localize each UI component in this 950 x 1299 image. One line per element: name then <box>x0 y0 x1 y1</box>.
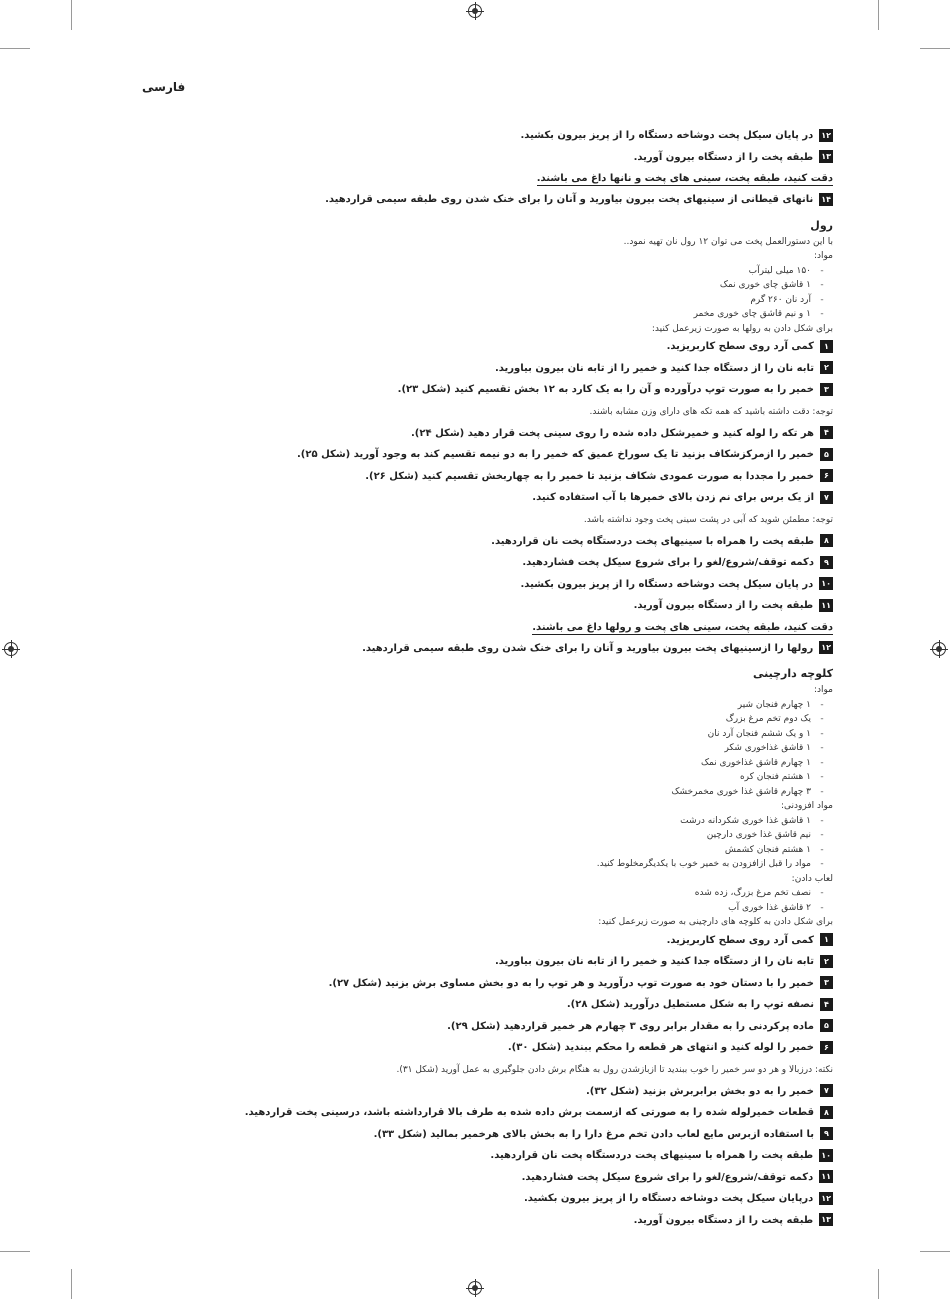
step-item <box>333 574 833 596</box>
step-item <box>333 1037 833 1059</box>
ingredients-list <box>333 264 833 322</box>
step-number: ۱۰ <box>821 1150 831 1160</box>
list-item <box>333 293 833 308</box>
instructions-column <box>244 125 833 1231</box>
step-text: طبقه پخت را همراه با سینیهای پخت دردستگاه پخت نان قراردهید. <box>491 535 814 547</box>
step-text: ماده پرکردنی را به مقدار برابر روی ۳ چهارم هر خمیر قراردهید (شکل ۲۹). <box>447 1020 814 1032</box>
list-item <box>333 901 833 916</box>
step-text: هر تکه را لوله کنید و خمیرشکل داده شده را روی سینی پخت قرار دهید (شکل ۲۴). <box>411 427 814 439</box>
list-item <box>333 770 833 785</box>
step-item <box>333 930 833 952</box>
bullet-dash: - <box>820 714 824 724</box>
list-item <box>333 814 833 829</box>
ingredients-list <box>333 698 833 800</box>
registration-mark-icon <box>468 1281 482 1295</box>
step-text: خمیر را با دستان خود به صورت توپ درآورید و هر توپ را به دو بخش مساوی برش بزنید (شکل ۲۷). <box>328 977 814 989</box>
step-item <box>244 1102 833 1124</box>
step-text: خمیر را به صورت توپ درآورده و آن را به یک کارد به ۱۲ بخش تقسیم کنید (شکل ۲۳). <box>397 384 814 395</box>
step-text: از یک برس برای نم زدن بالای خمیرها با آب استفاده کنید. <box>532 492 814 503</box>
list-item-text: ۱ قاشق غذا خوری شکردانه درشت <box>680 815 811 826</box>
list-item-text: نیم قاشق غذا خوری دارچین <box>706 830 811 840</box>
step-text: خمیر را به دو بخش برابربرش بزنید (شکل ۳۲). <box>586 1085 814 1097</box>
step-number: ۱۴ <box>821 194 831 204</box>
crop-mark <box>71 1269 72 1299</box>
step-text: طبقه پخت را همراه با سینیهای پخت دردستگاه پخت نان قراردهید. <box>490 1150 814 1161</box>
instructions-intro: برای شکل دادن به رولها به صورت زیرعمل کنید: <box>651 323 833 334</box>
glaze-label: لعاب دادن: <box>791 873 833 884</box>
ingredients-label: مواد: <box>813 251 833 261</box>
list-item <box>333 307 833 322</box>
pre-steps-list <box>333 125 833 168</box>
bullet-dash: - <box>820 265 824 276</box>
bullet-dash: - <box>820 902 824 913</box>
list-item <box>333 785 833 800</box>
registration-mark-icon <box>4 642 18 656</box>
step-number: ۱ <box>820 933 833 946</box>
list-item <box>333 857 833 872</box>
steps-list <box>333 531 833 617</box>
list-item-text: یک دوم تخم مرغ بزرگ <box>725 714 811 724</box>
step-number: ۱ <box>820 340 833 353</box>
list-item-text: ۱ چهارم فنجان شیر <box>737 699 811 710</box>
list-item-text: ۱ و نیم قاشق چای خوری مخمر <box>693 309 811 319</box>
step-number: ۵ <box>820 448 833 461</box>
step-number: ۱۳ <box>821 152 831 161</box>
step-item <box>333 1124 833 1146</box>
step-item <box>333 638 833 660</box>
step-item <box>333 531 833 553</box>
note-text: نکته: درزبالا و هر دو سر خمیر را خوب ببندید تا ازبازشدن رول به هنگام برش دادن جلوگیری به عمل آورید (شکل ۳۱). <box>396 1064 833 1075</box>
step-item <box>333 1188 833 1210</box>
bullet-dash: - <box>820 699 824 710</box>
crop-mark <box>0 1251 30 1252</box>
bullet-dash: - <box>820 280 824 290</box>
list-item-text: ۱ قاشق غذاخوری شکر <box>724 743 811 753</box>
bullet-dash: - <box>820 888 824 898</box>
section-title-cinnamon: کلوچه دارچینی <box>753 667 833 680</box>
steps-list <box>244 1081 833 1232</box>
warning-text: دقت کنید، طبقه پخت، سینی های پخت و رولها داغ می باشند. <box>532 621 833 633</box>
step-number: ۹ <box>820 556 833 569</box>
step-item <box>333 552 833 574</box>
step-text: طبقه پخت را از دستگاه بیرون آورید. <box>633 600 814 611</box>
crop-mark <box>878 0 879 30</box>
step-item <box>333 1167 833 1189</box>
step-text: دکمه توقف/شروع/لغو را برای شروع سیکل پخت فشاردهید. <box>522 557 814 568</box>
bullet-dash: - <box>820 815 824 826</box>
step-item <box>333 595 833 617</box>
registration-mark-icon <box>468 4 482 18</box>
step-text: طبقه پخت را از دستگاه بیرون آورید. <box>633 151 814 163</box>
step-number: ۲ <box>820 361 833 374</box>
list-item-text: ۱ قاشق چای خوری نمک <box>719 280 811 290</box>
list-item <box>333 727 833 742</box>
step-text: در پایان سیکل پخت دوشاخه دستگاه را از پریز بیرون بکشید. <box>520 130 814 141</box>
step-item <box>333 379 833 401</box>
step-number: ۹ <box>820 1127 833 1140</box>
step-item <box>333 1016 833 1038</box>
step-text: در پایان سیکل پخت دوشاخه دستگاه را از پریز بیرون بکشید. <box>520 578 814 590</box>
step-number: ۴ <box>820 998 833 1011</box>
step-text: خمیر را لوله کنید و انتهای هر قطعه را محکم ببندید (شکل ۳۰). <box>507 1042 814 1053</box>
crop-mark <box>920 1251 950 1252</box>
step-text: تابه نان را از دستگاه جدا کنید و خمیر را از تابه نان بیرون بیاورید. <box>494 956 814 967</box>
language-label: فارسی <box>142 80 186 94</box>
step-item <box>297 444 833 466</box>
step-number: ۱۲ <box>821 643 831 652</box>
step-item <box>333 487 833 509</box>
bullet-dash: - <box>820 844 824 855</box>
step-text: درپایان سیکل پخت دوشاخه دستگاه را از پریز بیرون بکشید. <box>523 1193 814 1204</box>
step-item <box>325 189 833 211</box>
step-item <box>333 358 833 380</box>
crop-mark <box>0 48 30 49</box>
step-item <box>333 1145 833 1167</box>
list-item <box>333 278 833 293</box>
step-item <box>333 423 833 445</box>
list-item <box>333 264 833 279</box>
step-number: ۴ <box>820 426 833 439</box>
step-text: کمی آرد روی سطح کاربریزید. <box>666 341 814 352</box>
step-number: ۳ <box>820 976 833 989</box>
step-text: خمیر را ازمرکزشکاف بزنید تا یک سوراخ عمیق که خمیر را به دو نیمه تقسیم کند به وجود آورید (شکل ۲۵). <box>297 449 814 460</box>
list-item <box>333 712 833 727</box>
bullet-dash: - <box>820 772 824 782</box>
step-number: ۱۲ <box>821 130 831 140</box>
list-item-text: ۱ هشتم فنجان کره <box>739 772 811 782</box>
step-text: خمیر را مجددا به صورت عمودی شکاف بزنید تا خمیر را به چهاربخش تقسیم کنید (شکل ۲۶). <box>365 470 814 482</box>
step-number: ۱۳ <box>821 1215 831 1224</box>
steps-list <box>297 423 833 509</box>
list-item-text: ۱۵۰ میلی لیترآب <box>748 265 811 276</box>
warning-text: دقت کنید، طبقه پخت، سینی های پخت و نانها داغ می باشند. <box>536 173 833 184</box>
step-number: ۳ <box>820 383 833 396</box>
list-item <box>333 843 833 858</box>
additives-label: مواد افزودنی: <box>780 801 833 811</box>
step-number: ۱۲ <box>821 1193 831 1203</box>
list-item <box>333 741 833 756</box>
instructions-intro: برای شکل دادن به کلوچه های دارچینی به صورت زیرعمل کنید: <box>598 917 833 927</box>
step-number: ۵ <box>820 1019 833 1032</box>
crop-mark <box>920 48 950 49</box>
step-text: نانهای قیطانی از سینیهای پخت بیرون بیاورید و آنان را برای خنک شدن روی طبقه سیمی قراردهید. <box>325 194 814 205</box>
steps-list <box>328 930 833 1059</box>
section-title-rolls: رول <box>810 218 833 232</box>
step-number: ۱۱ <box>821 1172 831 1181</box>
step-item <box>333 466 833 488</box>
step-number: ۱۱ <box>821 600 831 610</box>
bullet-dash: - <box>820 830 824 840</box>
step-text: نصفه توپ را به شکل مستطیل درآورید (شکل ۲۸). <box>566 999 814 1010</box>
step-item <box>333 951 833 973</box>
list-item <box>333 756 833 771</box>
additives-list <box>333 814 833 872</box>
list-item <box>333 886 833 901</box>
list-item-text: نصف تخم مرغ بزرگ، زده شده <box>694 888 811 898</box>
step-number: ۷ <box>820 1084 833 1097</box>
list-item-text: آرد نان ۲۶۰ گرم <box>750 294 811 305</box>
step-item <box>333 994 833 1016</box>
intro-text: با این دستورالعمل پخت می توان ۱۲ رول نان تهیه نمود.. <box>623 236 833 247</box>
step-item <box>333 1081 833 1103</box>
bullet-dash: - <box>820 294 824 305</box>
step-number: ۲ <box>820 955 833 968</box>
note-text: توجه: مطمئن شوید که آبی در پشت سینی پخت وجود نداشته باشد. <box>583 514 833 525</box>
list-item-text: ۱ هشتم فنجان کشمش <box>724 844 811 855</box>
list-item-text: ۱ و یک ششم فنجان آرد نان <box>707 728 811 739</box>
step-text: طبقه پخت را از دستگاه بیرون آورید. <box>633 1214 814 1226</box>
steps-list <box>333 336 833 401</box>
crop-mark <box>71 0 72 30</box>
step-number: ۶ <box>820 469 833 482</box>
list-item-text: ۳ چهارم قاشق غذا خوری مخمرخشک <box>671 786 811 797</box>
list-item <box>333 698 833 713</box>
bullet-dash: - <box>820 743 824 753</box>
crop-mark <box>878 1269 879 1299</box>
list-item-text: ۲ قاشق غذا خوری آب <box>728 902 811 913</box>
bullet-dash: - <box>820 309 824 319</box>
registration-mark-icon <box>932 642 946 656</box>
step-text: تابه نان را از دستگاه جدا کنید و خمیر را از تابه نان بیرون بیاورید. <box>494 362 814 374</box>
step-item <box>333 147 833 169</box>
bullet-dash: - <box>820 728 824 739</box>
step-item <box>333 336 833 358</box>
ingredients-label: مواد: <box>813 685 833 695</box>
step-number: ۸ <box>820 1106 833 1119</box>
step-number: ۸ <box>820 534 833 547</box>
step-text: کمی آرد روی سطح کاربریزید. <box>666 934 814 946</box>
step-text: قطعات خمیرلوله شده را به صورتی که ازسمت برش داده شده به طرف بالا قرارداشته باشد، درسینی پخت قراردهید. <box>244 1107 814 1118</box>
step-item <box>333 1210 833 1232</box>
step-text: رولها را ازسینیهای پخت بیرون بیاورید و آنان را برای خنک شدن روی طبقه سیمی قراردهید. <box>362 642 814 654</box>
bullet-dash: - <box>820 757 824 768</box>
list-item-text: ۱ چهارم قاشق غذاخوری نمک <box>700 757 811 768</box>
step-text: با استفاده ازبرس مایع لعاب دادن تخم مرغ دارا را به بخش بالای هرخمیر بمالید (شکل ۳۳). <box>373 1128 814 1140</box>
step-number: ۱۰ <box>821 579 831 588</box>
glaze-list <box>333 886 833 915</box>
bullet-dash: - <box>820 859 824 869</box>
list-item-text: مواد را قبل ازافزودن به خمیر خوب با یکدیگرمخلوط کنید. <box>596 859 811 869</box>
step-text: دکمه توقف/شروع/لغو را برای شروع سیکل پخت فشاردهید. <box>521 1171 814 1183</box>
step-item <box>328 973 833 995</box>
step-number: ۶ <box>820 1041 833 1054</box>
step-number: ۷ <box>820 491 833 504</box>
list-item <box>333 828 833 843</box>
bullet-dash: - <box>820 786 824 797</box>
step-item <box>333 125 833 147</box>
note-text: توجه: دقت داشته باشید که همه تکه های دارای وزن مشابه باشند. <box>589 406 833 417</box>
